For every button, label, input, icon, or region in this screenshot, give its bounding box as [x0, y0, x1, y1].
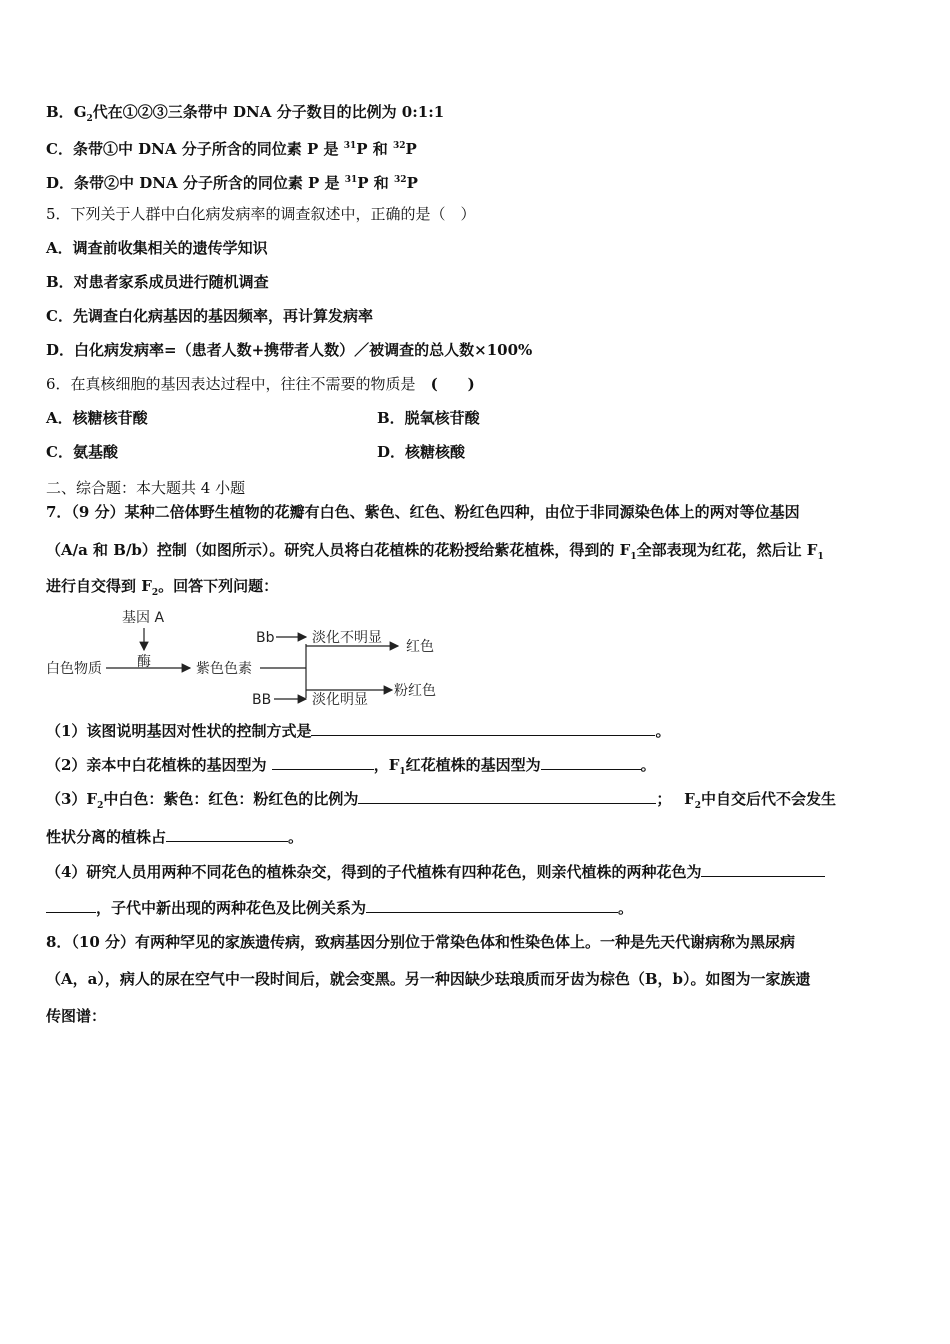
q7-sub4-line1: （4）研究人员用两种不同花色的植株杂交，得到的子代植株有四种花色，则亲代植株的两种花色为: [46, 862, 825, 882]
q7-sub2: （2）亲本中白花植株的基因型为 ，$F_1$红花植株的基因型为 。: [46, 756, 656, 777]
q5-option-b: B．对患者家系成员进行随机调查: [46, 273, 269, 291]
q7-sub3-line2: 性状分离的植株占 。: [46, 828, 304, 846]
answer-blank[interactable]: [311, 721, 655, 736]
pink-label: 粉红色: [394, 683, 436, 699]
q8-stem-line2: （A，a），病人的尿在空气中一段时间后，就会变黑。另一种因缺少珐琅质而牙齿为棕色（B，b）。如图为一家族遗: [46, 970, 811, 988]
gene-a-label: 基因 A: [122, 610, 165, 626]
q4-option-d: D．条带②中 DNA 分子所含的同位素 P 是 $^{31}$P 和 $^{32}$P: [46, 174, 418, 192]
q7-stem-line2: （A/a 和 B/b）控制（如图所示）。研究人员将白花植株的花粉授给紫花植株，得到的 $F_1$全部表现为红花，然后让 $F_1$: [46, 541, 824, 562]
fade-strong-label: 淡化明显: [312, 692, 368, 708]
answer-blank[interactable]: [272, 755, 374, 770]
bb-homo-label: BB: [252, 692, 272, 708]
q4-option-b: B．$G_2$代在①②③三条带中 DNA 分子数目的比例为 0:1:1: [46, 103, 445, 124]
white-substance-label: 白色物质: [46, 661, 102, 677]
q4-option-c: C．条带①中 DNA 分子所含的同位素 P 是 $^{31}$P 和 $^{32}$P: [46, 140, 417, 158]
answer-blank[interactable]: [166, 827, 288, 842]
q5-stem: 5．下列关于人群中白化病发病率的调查叙述中，正确的是（ ）: [46, 205, 476, 223]
q7-stem-line3: 进行自交得到 $F_2$。回答下列问题：: [46, 577, 279, 598]
q7-sub3-line1: $(3)F_2$中白色：紫色：红色：粉红色的比例为 ； $F_2$中自交后代不会发生: [46, 790, 837, 811]
answer-blank[interactable]: [358, 789, 656, 804]
q7-stem-line1: 7．（9 分）某种二倍体野生植物的花瓣有白色、紫色、红色、粉红色四种，由位于非同源染色体上的两对等位基因: [46, 503, 800, 521]
red-label: 红色: [406, 639, 434, 655]
answer-blank[interactable]: [701, 862, 825, 877]
q6-option-d: D．核糖核酸: [377, 443, 466, 461]
q7-sub4-line2: ，子代中新出现的两种花色及比例关系为 。: [46, 898, 633, 918]
q5-option-c: C．先调查白化病基因的基因频率，再计算发病率: [46, 307, 373, 325]
purple-pigment-label: 紫色色素: [196, 661, 252, 677]
gene-pathway-diagram: [44, 606, 464, 714]
fade-weak-label: 淡化不明显: [312, 630, 382, 646]
q8-stem-line1: 8．（10 分）有两种罕见的家族遗传病，致病基因分别位于常染色体和性染色体上。一种是先天代谢病称为黑尿病: [46, 933, 796, 951]
q5-option-d: D．白化病发病率=（患者人数+携带者人数）／被调查的总人数×100%: [46, 341, 533, 359]
q6-option-a: A．核糖核苷酸: [46, 409, 148, 427]
answer-blank[interactable]: [541, 755, 641, 770]
q6-option-b: B．脱氧核苷酸: [377, 409, 480, 427]
bb-hetero-label: Bb: [256, 630, 275, 646]
q8-stem-line3: 传图谱：: [46, 1007, 107, 1025]
section-heading: 二、综合题：本大题共 4 小题: [46, 479, 246, 497]
enzyme-label: 酶: [137, 654, 151, 670]
answer-blank[interactable]: [366, 898, 618, 913]
q6-option-c: C．氨基酸: [46, 443, 118, 461]
q7-sub1: （1）该图说明基因对性状的控制方式是 。: [46, 722, 671, 740]
q6-stem: 6．在真核细胞的基因表达过程中，往往不需要的物质是 ( ): [46, 375, 475, 393]
q5-option-a: A．调查前收集相关的遗传学知识: [46, 239, 268, 257]
answer-blank[interactable]: [46, 898, 96, 913]
